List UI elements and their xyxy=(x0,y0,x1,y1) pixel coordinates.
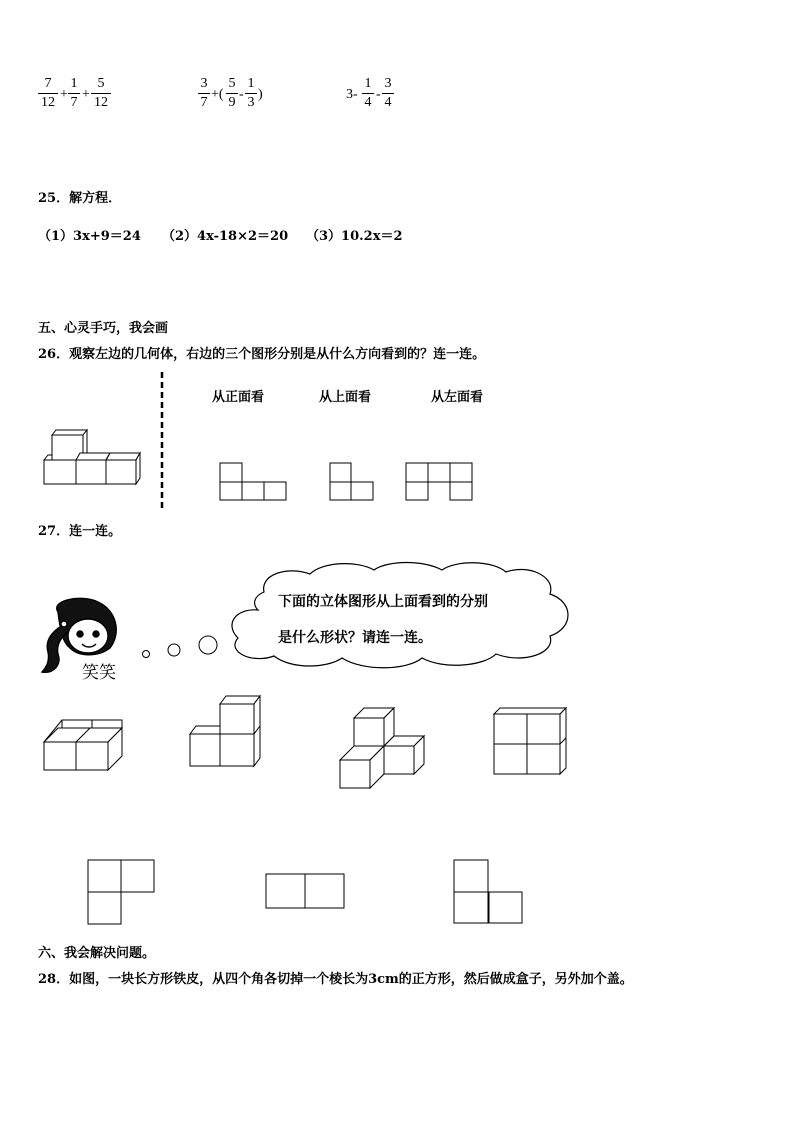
operator: - xyxy=(376,87,381,102)
fraction: 7 12 xyxy=(38,76,58,111)
solid-figure-1 xyxy=(42,714,124,772)
view-label-front: 从正面看 xyxy=(212,390,265,405)
q25-equation-2: （2）4x-18×2＝20 xyxy=(162,229,289,244)
q25-title: 25．解方程． xyxy=(38,191,122,206)
dashed-divider xyxy=(160,372,164,512)
fraction: 1 7 xyxy=(68,76,80,111)
view-grid-2 xyxy=(330,463,376,503)
girl-name-label: 笑笑 xyxy=(82,663,116,683)
fraction: 1 3 xyxy=(245,76,257,111)
q27-title: 27．连一连。 xyxy=(38,524,122,539)
operator: - xyxy=(239,87,244,102)
operator: ) xyxy=(258,87,263,102)
operator: + xyxy=(60,87,68,102)
fraction: 5 12 xyxy=(91,76,111,111)
q25-equation-1: （1）3x+9＝24 xyxy=(38,229,141,244)
q26-solid-figure xyxy=(40,425,140,487)
operator: +( xyxy=(211,87,224,102)
cloud-text-line-1: 下面的立体图形从上面看到的分别 xyxy=(278,594,488,610)
top-view-shape-2 xyxy=(266,874,348,912)
q26-title: 26．观察左边的几何体，右边的三个图形分别是从什么方向看到的？连一连。 xyxy=(38,347,486,362)
view-grid-3 xyxy=(406,463,476,503)
speech-cloud xyxy=(218,562,583,672)
operator: + xyxy=(82,87,90,102)
fraction: 3 7 xyxy=(198,76,210,111)
fraction: 3 4 xyxy=(382,76,394,111)
thought-bubbles xyxy=(140,632,220,662)
top-view-shape-3 xyxy=(454,860,526,926)
view-label-left: 从左面看 xyxy=(431,390,484,405)
top-view-shape-1 xyxy=(88,860,158,926)
solid-figure-4 xyxy=(492,706,570,778)
fraction: 1 4 xyxy=(362,76,374,111)
q28-title: 28．如图，一块长方形铁皮，从四个角各切掉一个棱长为3cm的正方形，然后做成盒子，另外加个盖。 xyxy=(38,972,633,987)
solid-figure-3 xyxy=(338,706,428,792)
section-5-title: 五、心灵手巧，我会画 xyxy=(38,321,169,336)
view-label-top: 从上面看 xyxy=(319,390,372,405)
q25-equation-3: （3）10.2x＝2 xyxy=(306,229,403,244)
fraction: 5 9 xyxy=(226,76,238,111)
solid-figure-2 xyxy=(188,694,264,770)
operator: 3- xyxy=(346,87,358,102)
view-grid-1 xyxy=(220,463,288,503)
section-6-title: 六、我会解决问题。 xyxy=(38,946,156,961)
cloud-text-line-2: 是什么形状？请连一连。 xyxy=(278,630,432,646)
